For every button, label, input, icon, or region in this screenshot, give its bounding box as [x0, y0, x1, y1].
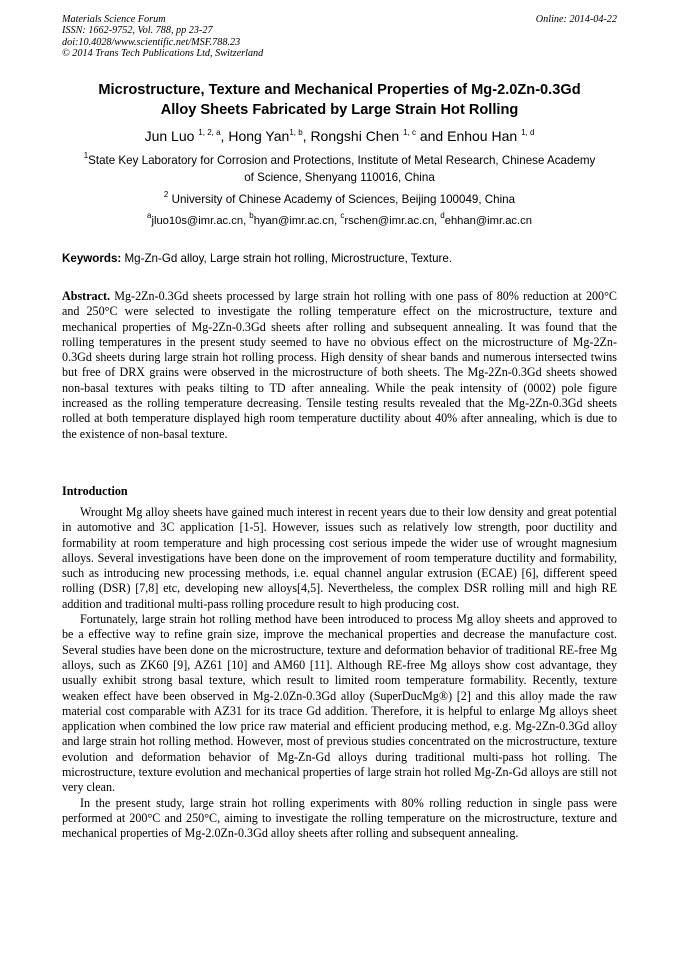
doi-line: doi:10.4028/www.scientific.net/MSF.788.23 — [62, 36, 241, 48]
title-line-2: Alloy Sheets Fabricated by Large Strain Hot Rolling — [160, 102, 519, 118]
introduction-heading: Introduction — [62, 484, 128, 498]
email-sup: a — [147, 211, 152, 220]
author-list — [62, 127, 617, 145]
affiliation-1-line-1: State Key Laboratory for Corrosion and Protections, Institute of Metal Research, Chinese Academy — [88, 154, 596, 167]
introduction-body — [62, 505, 617, 842]
author-sup: 1, b — [289, 128, 303, 137]
keywords — [62, 251, 617, 267]
affiliation-1-line-2: of Science, Shenyang 110016, China — [244, 170, 435, 184]
author-sep: and — [415, 128, 448, 144]
email-link[interactable]: ehhan@imr.ac.cn — [444, 215, 532, 227]
author-name: Enhou Han — [447, 128, 518, 144]
paper-title — [62, 80, 617, 120]
intro-paragraph-3: In the present study, large strain hot rolling experiments with 80% rolling reduction in single pass were performed at 200°C and 250°C, aiming to investigate the rolling temperature on the microstructure, texture and mechanical properties of Mg-2.0Zn-0.3Gd alloy sheets after rolling and subsequent annealing. — [62, 795, 617, 841]
email-sep: , — [434, 215, 441, 227]
author-sep: , — [220, 128, 229, 144]
author-name: Hong Yan — [228, 128, 290, 144]
email-sep: , — [243, 215, 250, 227]
affiliation-2 — [62, 192, 617, 209]
abstract-label: Abstract. — [62, 289, 111, 303]
abstract-text: Mg-2Zn-0.3Gd sheets processed by large strain hot rolling with one pass of 80% reduction at 200°C and 250°C were selected to investigate the rolling temperature effect on the microstructure, texture and mechanical properties of Mg-2Zn-0.3Gd sheets after rolling and subsequent annealing. It was found that the rolling temperatures in the present study seemed to have no obvious effect on the microstructure of Mg-2Zn-0.3Gd sheets during large strain hot rolling process. High density of shear bands and numerous intersected twins but free of DRX grains were observed in the microstructure of both sheets. The Mg-2Zn-0.3Gd sheets showed non-basal textures with peaks tilting to TD after annealing. While the peak intensity of (0002) pole figure increased as the rolling temperature decreasing. Tensile testing results revealed that the Mg-2Zn-0.3Gd sheets rolled at both temperature displayed high room temperature ductility about 40% after annealing, which is due to the existence of non-basal texture. — [62, 289, 617, 441]
abstract — [62, 289, 617, 442]
affiliation-sup: 1 — [83, 151, 89, 160]
email-link[interactable]: hyan@imr.ac.cn — [253, 215, 335, 227]
email-sep: , — [334, 215, 341, 227]
author-sup: 1, 2, a — [198, 128, 221, 137]
author-sep: , — [302, 128, 311, 144]
email-sup: b — [249, 211, 254, 220]
affiliation-1 — [62, 153, 617, 186]
journal-header — [62, 14, 617, 60]
affiliation-sup: 2 — [163, 190, 169, 199]
author-name: Jun Luo — [144, 128, 195, 144]
online-date: Online: 2014-04-22 — [535, 14, 617, 25]
author-sup: 1, d — [521, 128, 535, 137]
email-link[interactable]: jluo10s@imr.ac.cn — [151, 215, 244, 227]
email-sup: d — [440, 211, 445, 220]
author-sup: 1, c — [403, 128, 416, 137]
intro-paragraph-1: Wrought Mg alloy sheets have gained much interest in recent years due to their low density and great potential in automotive and 3C application [1-5]. However, issues such as relatively low strength, poor ductility and formability at room temperature and high processing cost serious impede the wider use of wrought magnesium alloys. Several investigations have been done on the improvement of room temperature ductility and formability, such as introducing new processing methods, i.e. equal channel angular extrusion (ECAE) [6], different speed rolling (DSR) [7,8] etc, developing new alloys[4,5]. Nevertheless, the complex DSR rolling mill and high RE addition and traditional multi-pass rolling procedure result to high producing cost. — [62, 505, 617, 611]
issn-line: ISSN: 1662-9752, Vol. 788, pp 23-27 — [62, 25, 213, 37]
title-line-1: Microstructure, Texture and Mechanical Properties of Mg-2.0Zn-0.3Gd — [98, 82, 581, 98]
email-sup: c — [340, 211, 345, 220]
affiliation-2-text: University of Chinese Academy of Sciences, Beijing 100049, China — [168, 193, 516, 206]
intro-paragraph-2: Fortunately, large strain hot rolling method have been introduced to process Mg alloy sheets and approved to be a effective way to refine grain size, improve the mechanical properties and decrease the manufacture cost. Several studies have been done on the microstructure, texture and deformation behavior of traditional RE-free Mg alloys, such as ZK60 [9], AZ61 [10] and AM60 [11]. Although RE-free Mg alloys show cost advantage, they usually exhibit strong basal texture, which result to limited room temperature formability. Recently, texture weaken effect have been observed in Mg-2.0Zn-0.3Gd alloy (SuperDucMg®) [2] and this alloy made the raw material cost comparable with AZ31 for its trace Gd addition. Therefore, it is helpful to enlarge Mg alloys sheet application when combined the low price raw material and efficient producing method, e.g. Mg-2Zn-0.3Gd alloy and large strain hot rolling method. However, most of previous studies concentrated on the microstructure, texture evolution and deformation behavior of Mg-Zn-Gd alloys during traditional multi-pass hot rolling. The microstructure, texture evolution and mechanical properties of large strain hot rolled Mg-Zn-Gd alloys are still not very clean. — [62, 612, 617, 795]
author-name: Rongshi Chen — [310, 128, 400, 144]
copyright-line: © 2014 Trans Tech Publications Ltd, Switzerland — [62, 48, 264, 60]
email-link[interactable]: rschen@imr.ac.cn — [344, 215, 435, 227]
keywords-label: Keywords: — [62, 252, 122, 265]
email-list — [62, 213, 617, 229]
keywords-text: Mg-Zn-Gd alloy, Large strain hot rolling, Microstructure, Texture. — [121, 252, 453, 265]
journal-name: Materials Science Forum — [62, 14, 166, 25]
